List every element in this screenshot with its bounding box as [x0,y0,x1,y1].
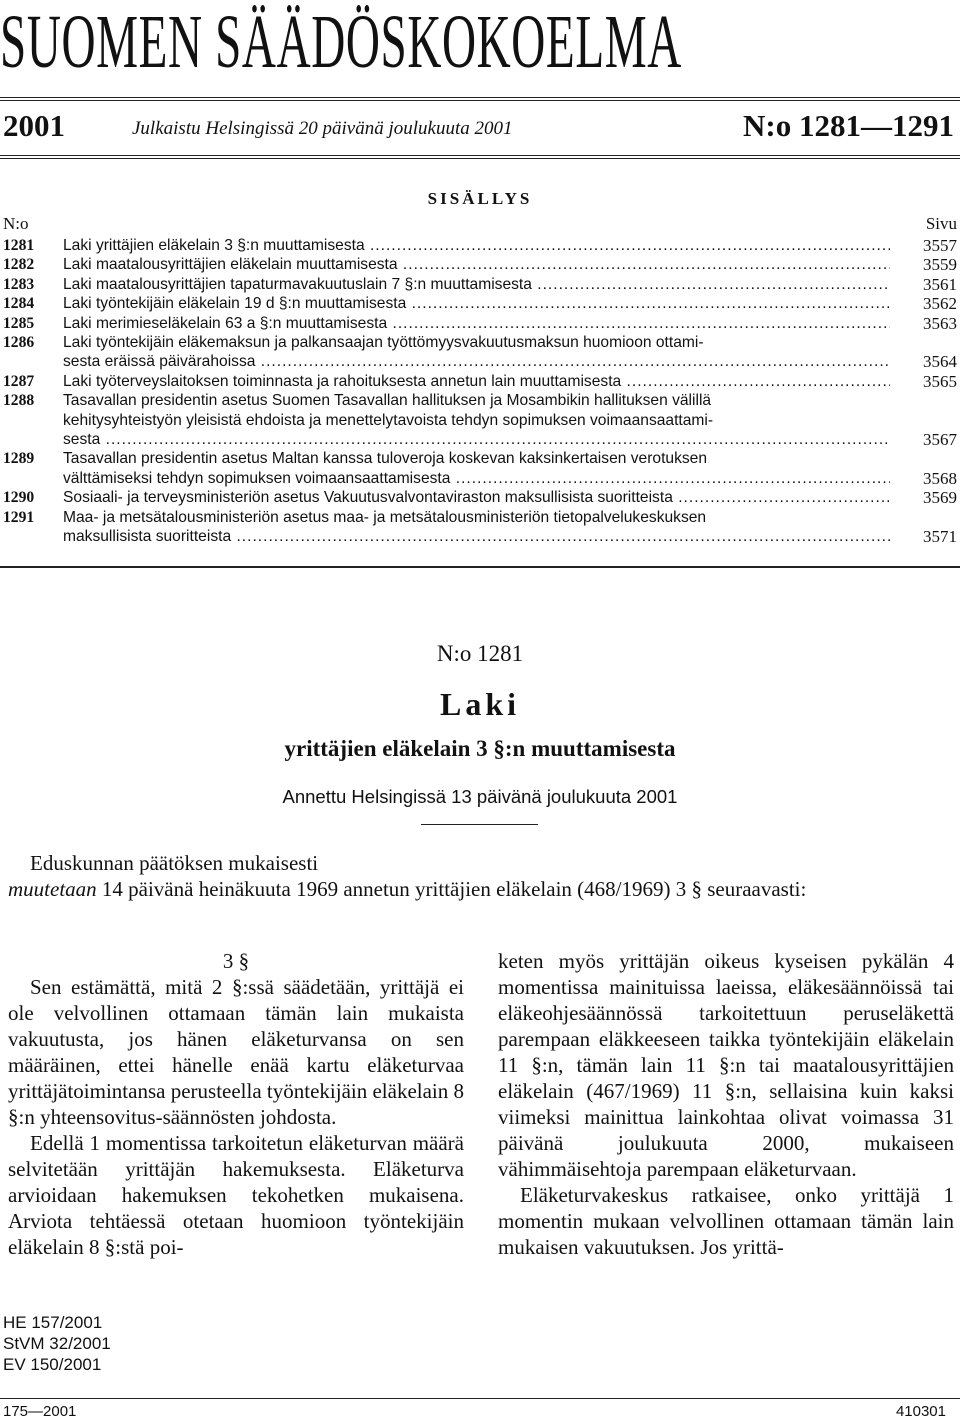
toc-entry-page: 3565 [923,371,957,391]
law-title: Laki [439,686,521,722]
toc-entry-line: kehitysyhteistyön yleisistä ehdoista ja menettelytavoista tehdyn sopimuksen voimaansaattami- [63,411,714,429]
toc-entry-page: 3561 [923,274,957,294]
toc-entry-title [63,294,960,313]
toc-entry [0,314,960,333]
law-number: N:o 1281 [436,641,524,666]
masthead-rule-bottom [0,155,960,159]
enactment-text: 14 päivänä heinäkuuta 1969 annetun yrittäjien eläkelain (468/1969) 3 § seuraavasti: [96,877,807,901]
paragraph: Sen estämättä, mitä 2 §:ssä säädetään, yrittäjä ei ole velvollinen ottamaan tämän lain mukaista vakuutusta, jos hänen eläketurvansa on sen määräinen, ettei hänelle enää kartu eläketurvaa yrittäjätoimintansa perusteella työntekijäin eläkelain 8 §:n yhteensovitus-säännösten johdosta. [8,975,465,1129]
issue-year: 2001 [3,108,65,143]
masthead-title: SUOMEN SÄÄDÖSKOKOELMA [0,0,682,84]
toc-entry-line: Laki merimieseläkelain 63 a §:n muuttamisesta ..... [63,314,890,333]
paragraph: keten myös yrittäjän oikeus kyseisen pykälän 4 momentissa mainituissa laeissa, eläkesäännöissä tai eläkeohjesäännössä tarkoitettuun peruseläkettä parempaan eläkkeeseen taikka työntekijäin eläkelain 11 §:n, tämän lain 11 §:n tai maatalousyrittäjien eläkelain (467/1969) 11 §:n, sellaisina kuin kaksi viimeksi mainittua lainkohtaa olivat voimassa 31 päivänä joulukuuta 2000, mukaiseen vähimmäisehtoja parempaan eläketurvaan. [498,949,954,1181]
reference-line: EV 150/2001 [3,1355,102,1374]
enactment-verb: muutetaan [8,877,97,901]
reference-line: StVM 32/2001 [3,1334,111,1353]
toc-entry-title [63,391,960,449]
toc-entry-number: 1291 [3,508,35,526]
law-preamble [8,850,953,902]
law-subtitle: yrittäjien eläkelain 3 §:n muuttamisesta [284,736,676,761]
toc-entry-line: Maa- ja metsätalousministeriön asetus maa- ja metsätalousministeriön tietopalvelukeskuksen [63,508,707,526]
toc-entry-number: 1288 [3,392,35,410]
toc-entry-title [63,236,960,255]
issue-line [0,108,960,148]
toc-entry-page: 3557 [923,236,957,255]
toc-entry-number: 1290 [3,489,35,507]
toc-entry-title [63,372,960,391]
footer-id: 410301 [895,1403,946,1420]
toc-entry [0,488,960,507]
toc-entry [0,508,960,547]
toc-entry-page: 3563 [923,313,957,333]
toc-entry-number: 1289 [3,450,35,468]
toc-entry [0,236,960,255]
toc-entry-number: 1287 [3,372,35,390]
toc-entry-number: 1284 [3,295,35,313]
toc-column-page: Sivu [925,214,957,233]
toc-entry-line: välttämiseksi tehdyn sopimuksen voimaansaattamisesta ..... [63,469,890,488]
toc-entry-line: Laki maatalousyrittäjien eläkelain muuttamisesta ..... [63,255,890,274]
toc-entry-line: Sosiaali- ja terveysministeriön asetus Vakuutusvalvontaviraston maksullisista suoritteista ..... [63,488,890,507]
toc-entry [0,255,960,274]
legislative-references [3,1312,111,1375]
toc-column-number: N:o [3,214,29,233]
toc-entry-line: Laki yrittäjien eläkelain 3 §:n muuttamisesta ..... [63,236,890,255]
toc-entry-title [63,333,960,372]
toc-entry [0,449,960,488]
toc-entry-title [63,488,960,507]
toc-entry-title [63,255,960,274]
toc-entry-line: Laki työntekijäin eläkemaksun ja palkansaajan työttömyysvakuutusmaksun huomioon ottami- [63,334,704,352]
toc-entry-page: 3559 [923,255,957,275]
toc-entry-number: 1285 [3,314,35,332]
toc-heading: SISÄLLYS [427,189,533,208]
toc-entry-line: Laki työterveyslaitoksen toiminnasta ja rahoituksesta annetun lain muuttamisesta ..... [63,372,890,391]
footer-rule [0,1398,960,1399]
toc-entry-page: 3568 [923,468,957,488]
toc-entry [0,275,960,294]
toc-entry-page: 3562 [923,294,957,314]
toc-entry-number: 1286 [3,334,35,352]
toc-entry-title [63,275,960,294]
paragraph: Edellä 1 momentissa tarkoitetun eläketurvan määrä selvitetään yrittäjän hakemuksesta. Eläketurva arvioidaan hakemuksen tekohetken mukaisena. Arviota tehtäessä otetaan huomioon työntekijäin eläkelain 8 §:stä poi- [8,1131,464,1259]
toc-entry-number: 1281 [3,237,35,254]
section-label: 3 § [222,949,250,973]
toc-entry-number: 1283 [3,275,35,293]
masthead-rule-top [0,97,960,101]
preamble-enactment [8,876,953,902]
toc-entry-page: 3569 [923,488,957,508]
text-column-right [498,948,954,1260]
toc-entry-line: maksullisista suoritteista ..... [63,527,890,546]
preamble-line: Eduskunnan päätöksen mukaisesti [30,851,319,875]
toc-entry [0,294,960,313]
reference-line: HE 157/2001 [3,1313,103,1332]
toc-entry-title [63,314,960,333]
toc-entry-page: 3564 [923,352,957,372]
toc-bottom-rule [0,566,960,568]
toc-entry-title [63,449,960,488]
toc-entry-line: sesta ..... [63,430,890,449]
paragraph: Eläketurvakeskus ratkaisee, onko yrittäjä 1 momentin mukaan velvollinen ottamaan tämän lain mukaisen vakuutuksen. Jos yrittä- [498,1183,954,1259]
toc-entry-number: 1282 [3,256,35,274]
footer-code: 175—2001 [3,1403,77,1420]
toc-entry-title [63,508,960,547]
toc-entry-page: 3571 [923,527,957,547]
toc-entry [0,333,960,372]
issue-published: Julkaistu Helsingissä 20 päivänä joulukuuta 2001 [132,118,513,139]
law-given-date: Annettu Helsingissä 13 päivänä joulukuuta 2001 [282,786,678,807]
table-of-contents [0,236,960,547]
toc-entry [0,391,960,449]
toc-entry-line: Tasavallan presidentin asetus Maltan kanssa tuloveroja koskevan kaksinkertaisen verotuksen [63,450,708,468]
toc-entry-page: 3567 [923,430,957,450]
toc-entry-line: Laki työntekijäin eläkelain 19 d §:n muuttamisesta ..... [63,294,890,313]
text-column-left [8,948,464,1260]
issue-numbers: N:o 1281—1291 [743,108,954,143]
toc-entry-line: Tasavallan presidentin asetus Suomen Tasavallan hallituksen ja Mosambikin hallituksen välillä [63,392,712,410]
toc-entry [0,372,960,391]
toc-entry-line: sesta eräissä päivärahoissa ..... [63,352,890,371]
title-separator [421,824,538,825]
toc-entry-line: Laki maatalousyrittäjien tapaturmavakuutuslain 7 §:n muuttamisesta ..... [63,275,890,294]
